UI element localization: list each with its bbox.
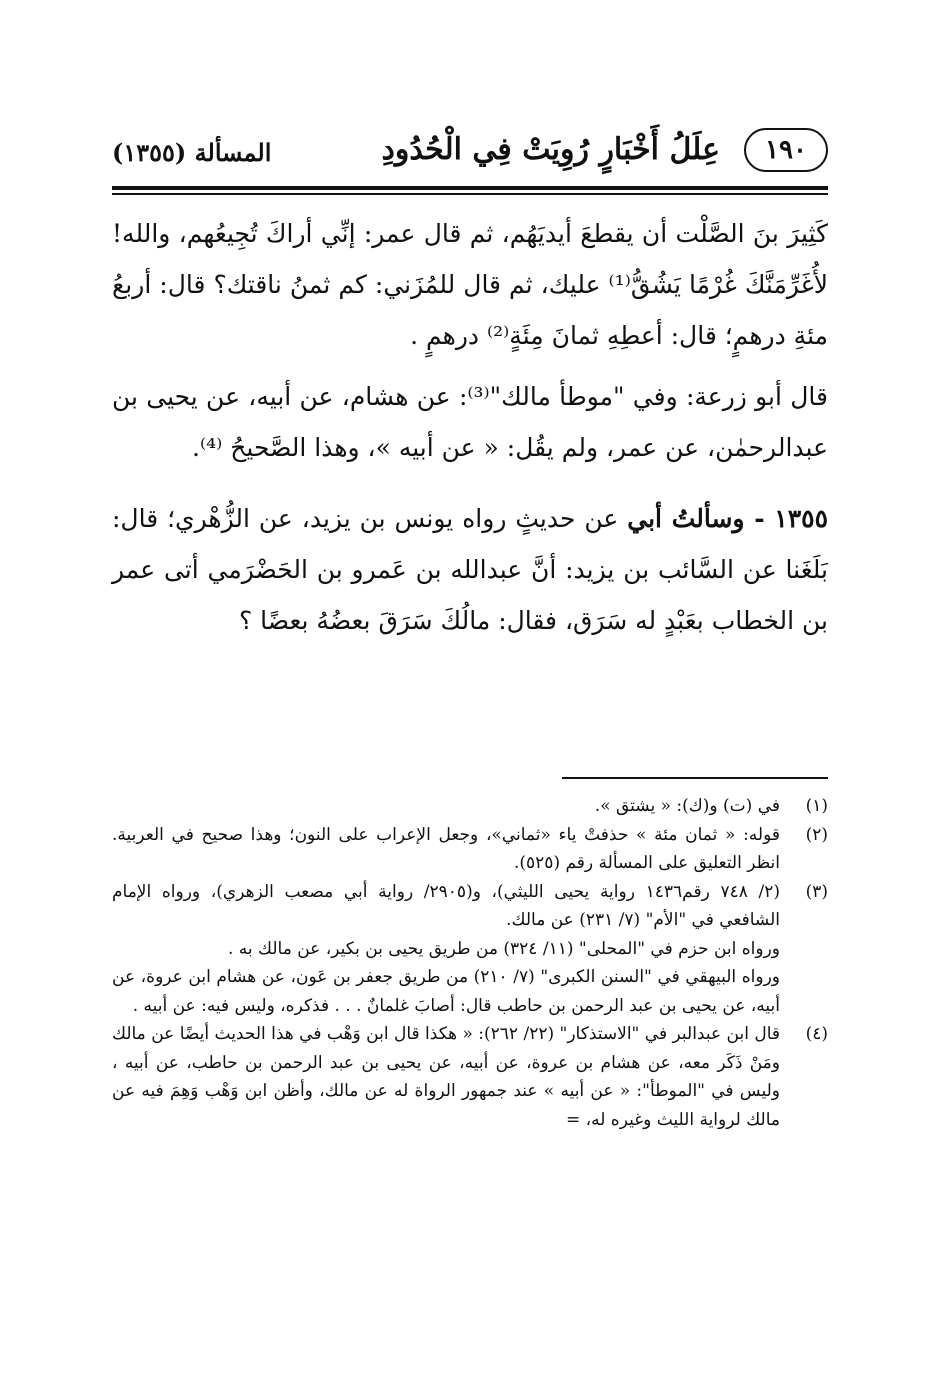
footnote (112, 1020, 828, 1134)
footnote-line: قوله: « ثمان مئة » حذفتْ ياء «ثماني»، وجعل الإعراب على النون؛ وهذا صحيح في العربية. انظر التعليق على المسألة رقم (٥٢٥). (112, 824, 781, 873)
page-header (112, 128, 828, 180)
footnote-number: (٣) (805, 881, 828, 902)
footnote (112, 792, 828, 821)
footnote-line: في (ت) و(ك): « يشتق ». (594, 796, 780, 816)
footnotes (112, 792, 828, 1134)
question-text: عن حديثٍ رواه يونس بن يزيد، عن الزُّهْري؛ قال: بَلَغَنا عن السَّائب بن يزيد: أنَّ عبدالله بن عَمرو بن الحَضْرَمي أتى عمر بن الخطاب بعَبْدٍ له سَرَق، فقال: مالُكَ سَرَقَ بعضُهُ بعضًا ؟ (112, 504, 828, 635)
book-title: عِلَلُ أَخْبَارٍ رُوِيَتْ فِي الْحُدُودِ (381, 132, 720, 167)
footnote-line: قال ابن عبدالبر في "الاستذكار" (٢٢/ ٢٦٢): « هكذا قال ابن وَهْب في هذا الحديث أيضًا عن مالك ومَنْ ذَكَر معه، عن هشام بن عروة، عن أبيه، عن يحيى بن عبد الرحمن بن حاطب، عن أبيه ، وليس في "الموطأ": « عن أبيه » عند جمهور الرواة له عن مالك، وأظن ابن وَهْب وَهِمَ فيه عن مالك لرواية الليث وغيره له، = (112, 1024, 780, 1130)
footnote (112, 821, 828, 878)
main-text (112, 208, 828, 646)
body-paragraph: قال أبو زرعة: وفي "موطأ مالك"⁽³⁾: عن هشام، عن أبيه، عن يحيى بن عبدالرحمٰن، عن عمر، ولم يقُل: « عن أبيه »، وهذا الصَّحيحُ ⁽⁴⁾. (112, 382, 828, 462)
footnote-number: (١) (805, 796, 828, 816)
header-rule-thin (112, 193, 828, 195)
footnote (112, 878, 828, 1021)
footnote-line: ورواه البيهقي في "السنن الكبرى" (٧/ ٢١٠) من طريق جعفر بن عَون، عن هشام ابن عروة، عن أبيه، عن يحيى بن عبد الرحمن بن حاطب قال: أصابَ غلمانٌ . . . فذكره، وليس فيه: عن أبيه . (112, 967, 780, 1016)
footnote-body (112, 878, 780, 1021)
header-rule-thick (112, 186, 828, 190)
page-number: ١٩٠ (744, 128, 828, 172)
footnote-body (112, 1020, 780, 1134)
footnote-body (112, 792, 780, 821)
footnote-separator (562, 777, 828, 779)
footnote-line: ورواه ابن حزم في "المحلى" (١١/ ٣٢٤) من طريق يحيى بن بكير، عن مالك به . (227, 938, 780, 959)
issue-label: المسألة (١٣٥٥) (112, 138, 272, 167)
question-paragraph (112, 493, 828, 646)
footnote-number: (٤) (805, 1024, 828, 1044)
question-lead: ١٣٥٥ - وسألتُ أبي (627, 504, 829, 533)
footnote-line: (٢/ ٧٤٨ رقم١٤٣٦ رواية يحيى الليثي)، و(٢٩٠٥/ رواية أبي مصعب الزهري)، ورواه الإمام الشافعي في "الأم" (٧/ ٢٣١) عن مالك. (112, 881, 781, 930)
body-paragraph: كَثِيرَ بنَ الصَّلْت أن يقطعَ أيديَهُم، ثم قال عمر: إنِّي أراكَ تُجِيعُهم، والله! لأُغَرِّمَنَّكَ غُرْمًا يَشُقُّ⁽¹⁾ عليك، ثم قال للمُزَني: كم ثمنُ ناقتك؟ قال: أربعُ مئةِ درهمٍ؛ قال: أعطِهِ ثمانَ مِئَةٍ⁽²⁾ درهمٍ . (112, 219, 828, 350)
footnote-body (112, 821, 780, 878)
footnote-number: (٢) (805, 824, 828, 845)
